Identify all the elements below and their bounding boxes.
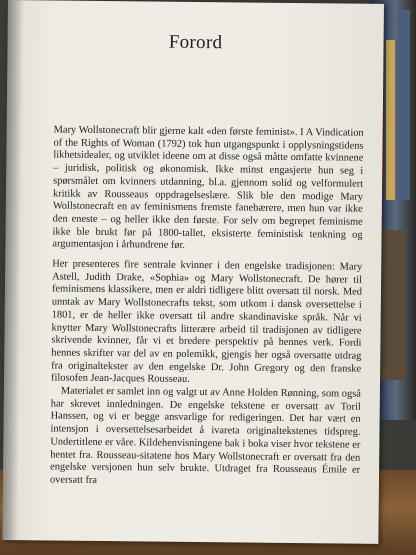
- page-gutter-shadow: [2, 0, 24, 540]
- paragraph-intro: Mary Wollstonecraft blir gjerne kalt «den første feminist». I A Vindication of the Rights of Woman (1792) tok hun utgangspunkt i opplysningstidens likhetsidealer, og utviklet ideene om at disse også måtte omfatte kvinnene – juridisk, politisk og økonomisk. Ikke minst engasjerte hun seg i spørsmålet om kvinners utdanning, bl.a. gjennom solid og velformulert kritikk av Rousseaus oppdragelseslære. Slik ble den modige Mary Wollstonecraft en av feminismens fremste fanebærere, men hun var ikke den eneste – og heller ikke den første. For selv om begrepet feminisme ikke ble brukt før på 1800-tallet, eksisterte feministisk tenkning og argumentasjon i århundrene før.: [52, 124, 364, 252]
- book-page: [2, 0, 384, 544]
- page-title: Forord: [168, 31, 223, 54]
- paragraph-presentation: Her presenteres fire sentrale kvinner i den engelske tradisjonen: Mary Astell, Judith Drake, «Sophia» og Mary Wollstonecraft. De hører til feminismens klassikere, men er aldri tidligere blitt oversatt til norsk. Med unntak av Mary Wollstonecrafts tekst, som utkom i dansk oversettelse i 1801, er de heller ikke oversatt til andre skandinaviske språk. Når vi knytter Mary Wollstonecrafts litterære arbeid til tradisjonen av tidligere skrivende kvinner, får vi et bredere perspektiv på hennes verk. Fordi hennes skrifter var del av en polemikk, gjengis her også oversatte utdrag fra originaltekster av den engelske Dr. John Gregory og den franske filosofen Jean-Jacques Rousseau.: [50, 258, 363, 386]
- body-text: [50, 124, 364, 490]
- paragraph-material: Materialet er samlet inn og valgt ut av Anne Holden Rønning, som også har skrevet innledningen. De engelske tekstene er oversatt av Toril Hanssen, og vi er begge ansvarlige for redigeringen. Det har vært en intensjon i oversettelsesarbeidet å ivareta originaltekstenes tidspreg. Undertitlene er våre. Kildehenvisningene bak i boka viser hvor tekstene er hentet fra. Rousseau-sitatene hos Mary Wollstonecraft er oversatt fra den engelske versjonen hun selv brukte. Utdraget fra Rousseaus Émile er oversatt fra: [49, 385, 361, 486]
